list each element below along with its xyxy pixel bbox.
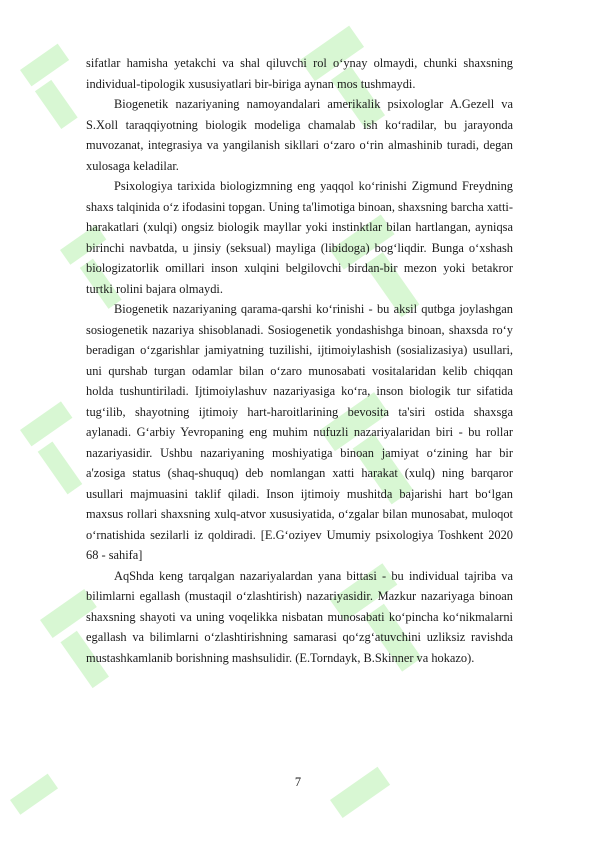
paragraph-1: sifatlar hamisha yetakchi va shal qiluvchi rol o‘ynay olmaydi, chunki shaxsning individual-tipologik xususiyatlari bir-biriga aynan mos tushmaydi. (86, 56, 513, 91)
paragraph-5: AqShda keng tarqalgan nazariyalardan yana bittasi - bu individual tajriba va bilimlarni egallash (mustaqil o‘zlashtirish) nazariyasidir. Mazkur nazariyaga binoan shaxsning shayoti va uning voqelikka nisbatan munosabati ko‘pincha ko‘nikmalarni egallash va bilimlarni o‘zlashtirishning samarasi qo‘zg‘atuvchini uzliksiz ravishda mustashkamlanib borishning mashsulidir. (E.Torndayk, B.Skinner va hokazo). (86, 568, 513, 665)
page-number: 7 (294, 775, 302, 789)
paragraph-2: Biogenetik nazariyaning namoyandalari amerikalik psixologlar A.Gezell va S.Xoll taraqqiyotning biologik modeliga chamalab ish ko‘radilar, bu jarayonda muvozanat, integrasiya va yangilanish sikllari o‘zaro o‘rin almashinib turadi, degan xulosaga keladilar. (86, 97, 513, 173)
document-body (86, 53, 513, 668)
paragraph-3: Psixologiya tarixida biologizmning eng yaqqol ko‘rinishi Zigmund Freydning shaxs talqinida o‘z ifodasini topgan. Uning ta'limotiga binoan, shaxsning barcha xatti-harakatlari (xulqi) ongsiz biologik mayllar yoki instinktlar bilan hartlangan, ayniqsa birinchi navbatda, u jinsiy (seksual) mayliga (libidoga) bog‘liqdir. Bunga o‘xshash biologizatorlik omillari inson xulqini belgilovchi birdan-bir mezon yoki betakror turtki rolini bajara olmaydi. (86, 179, 513, 296)
paragraph-4: Biogenetik nazariyaning qarama-qarshi ko‘rinishi - bu aksil qutbga joylashgan sosiogenetik nazariya shisoblanadi. Sosiogenetik yondashishga binoan, shaxsda ro‘y beradigan o‘zgarishlar jamiyatning tuzilishi, ijtimoiylashish (sosializasiya) usullari, uni qurshab turgan odamlar bilan o‘zaro munosabati vositalaridan kelib chiqqan holda tushuntiriladi. Ijtimoiylashuv nazariyasiga ko‘ra, inson biologik tur sifatida tug‘ilib, shayotning ijtimoiy hart-haroitlarining bevosita ta'siri ostida shaxsga aylanadi. G‘arbiy Yevropaning eng muhim nufuzli nazariyalaridan biri - bu rollar nazariyasidir. Ushbu nazariyaning moshiyatiga binoan jamiyat o‘zining har bir a'zosiga status (shaq-shuquq) deb nomlangan xatti harakat (xulq) ning barqaror usullari majmuasini taklif qiladi. Inson ijtimoiy mushitda bajarishi hart bo‘lgan maxsus rollari shaxsning xulq-atvor xususiyatida, o‘zgalar bilan munosabat, muloqot o‘rnatishida sezilarli iz qoldiradi. [E.G‘oziyev Umumiy psixologiya Toshkent 2020 68 - sahifa] (86, 302, 513, 562)
